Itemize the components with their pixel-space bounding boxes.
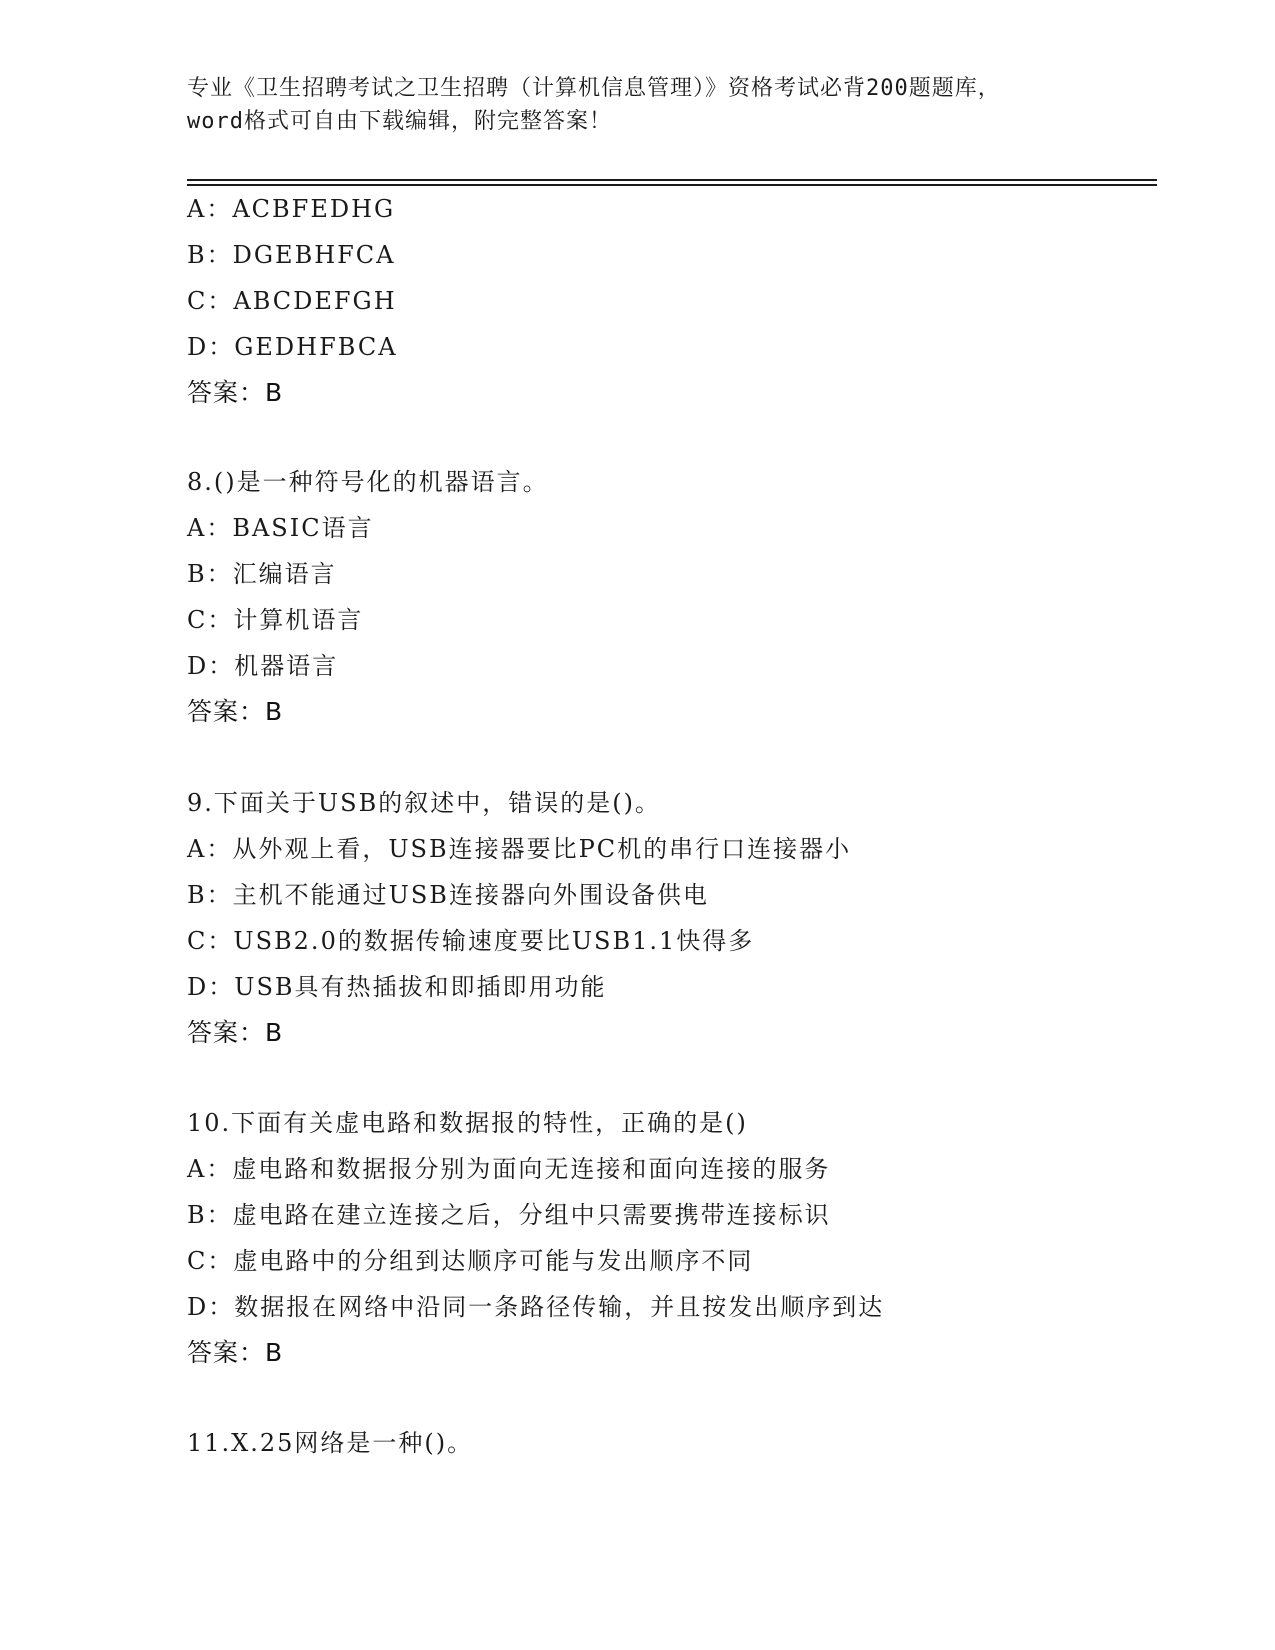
option-c: C：USB2.0的数据传输速度要比USB1.1快得多 <box>187 927 755 955</box>
option-b: B：虚电路在建立连接之后，分组中只需要携带连接标识 <box>187 1201 831 1229</box>
option-a: A：从外观上看，USB连接器要比PC机的串行口连接器小 <box>187 835 852 863</box>
option-d: D：USB具有热插拔和即插即用功能 <box>187 973 607 1001</box>
question-9-block <box>187 780 1187 1056</box>
option-a: A：ACBFEDHG <box>187 195 396 223</box>
question-7-block <box>187 186 1187 416</box>
header-line-1: 专业《卫生招聘考试之卫生招聘（计算机信息管理）》资格考试必背200题题库， <box>187 76 1001 101</box>
option-a: A：虚电路和数据报分别为面向无连接和面向连接的服务 <box>187 1155 831 1183</box>
option-b: B：DGEBHFCA <box>187 241 396 269</box>
option-c: C：ABCDEFGH <box>187 287 397 315</box>
option-b: B：主机不能通过USB连接器向外围设备供电 <box>187 881 709 909</box>
header-divider-top <box>187 179 1157 181</box>
question-text: 11.X.25网络是一种()。 <box>187 1429 474 1457</box>
answer-text: 答案：B <box>187 697 284 726</box>
document-header <box>187 72 1107 138</box>
answer-text: 答案：B <box>187 1018 284 1047</box>
answer-text: 答案：B <box>187 378 284 407</box>
option-d: D：机器语言 <box>187 652 339 680</box>
header-line-2: word格式可自由下载编辑，附完整答案！ <box>187 109 612 134</box>
question-10-block <box>187 1100 1187 1376</box>
question-text: 9.下面关于USB的叙述中，错误的是()。 <box>187 789 661 817</box>
question-8-block <box>187 459 1187 735</box>
option-a: A：BASIC语言 <box>187 514 374 542</box>
option-c: C：计算机语言 <box>187 606 364 634</box>
option-c: C：虚电路中的分组到达顺序可能与发出顺序不同 <box>187 1247 754 1275</box>
option-b: B：汇编语言 <box>187 560 337 588</box>
option-d: D：GEDHFBCA <box>187 333 398 361</box>
question-11-block <box>187 1420 1187 1466</box>
question-text: 8.()是一种符号化的机器语言。 <box>187 468 549 496</box>
option-d: D：数据报在网络中沿同一条路径传输，并且按发出顺序到达 <box>187 1293 885 1321</box>
question-text: 10.下面有关虚电路和数据报的特性，正确的是() <box>187 1109 748 1137</box>
answer-text: 答案：B <box>187 1338 284 1367</box>
